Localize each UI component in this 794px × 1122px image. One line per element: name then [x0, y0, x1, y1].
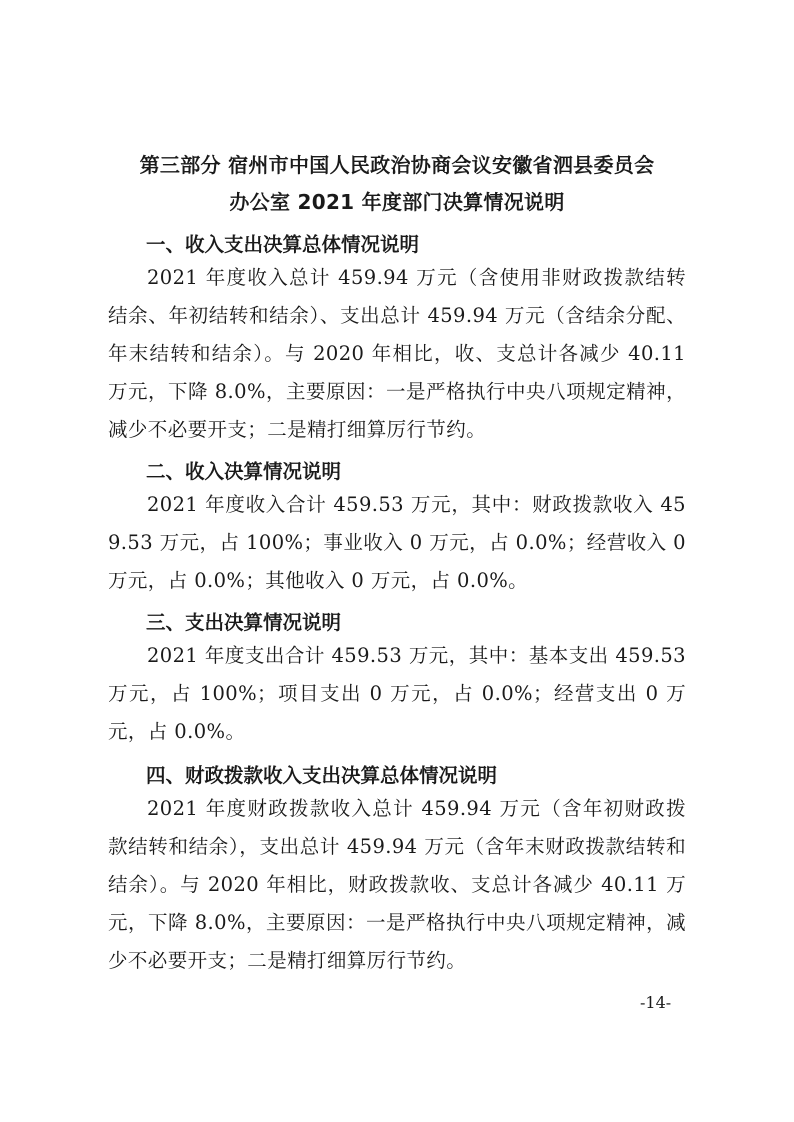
section-1-heading: 一、收入支出决算总体情况说明 — [146, 233, 420, 256]
section-4-body: 2021 年度财政拨款收入总计 459.94 万元（含年初财政拨款结转和结余），支出总计 459.94 万元（含年末财政拨款结转和结余）。与 2020 年相比，财政拨款收、支总计各减少 40.11 万元，下降 8.0%，主要原因：一是严格执行中央八项规定精神，减少不必要开支；二是精打细算厉行节约。 — [108, 797, 686, 972]
section-3-heading: 三、支出决算情况说明 — [146, 611, 342, 634]
page-number: -14- — [640, 993, 672, 1012]
section-2-body: 2021 年度收入合计 459.53 万元，其中：财政拨款收入 459.53 万元，占 100%；事业收入 0 万元，占 0.0%；经营收入 0 万元，占 0.0%；其他收入 0 万元，占 0.0%。 — [108, 493, 686, 592]
document-title-line-2: 办公室 2021 年度部门决算情况说明 — [229, 190, 565, 214]
section-1-body: 2021 年度收入总计 459.94 万元（含使用非财政拨款结转结余、年初结转和结余）、支出总计 459.94 万元（含结余分配、年末结转和结余）。与 2020 年相比，收、支总计各减少 40.11 万元，下降 8.0%，主要原因：一是严格执行中央八项规定精神，减少不必要开支；二是精打细算厉行节约。 — [108, 266, 686, 441]
document-title-line-1: 第三部分 宿州市中国人民政治协商会议安徽省泗县委员会 — [139, 153, 655, 177]
section-4-heading: 四、财政拨款收入支出决算总体情况说明 — [146, 764, 498, 787]
section-3-body: 2021 年度支出合计 459.53 万元，其中：基本支出 459.53 万元，占 100%；项目支出 0 万元，占 0.0%；经营支出 0 万元，占 0.0%。 — [108, 644, 686, 743]
section-2-heading: 二、收入决算情况说明 — [146, 460, 342, 483]
